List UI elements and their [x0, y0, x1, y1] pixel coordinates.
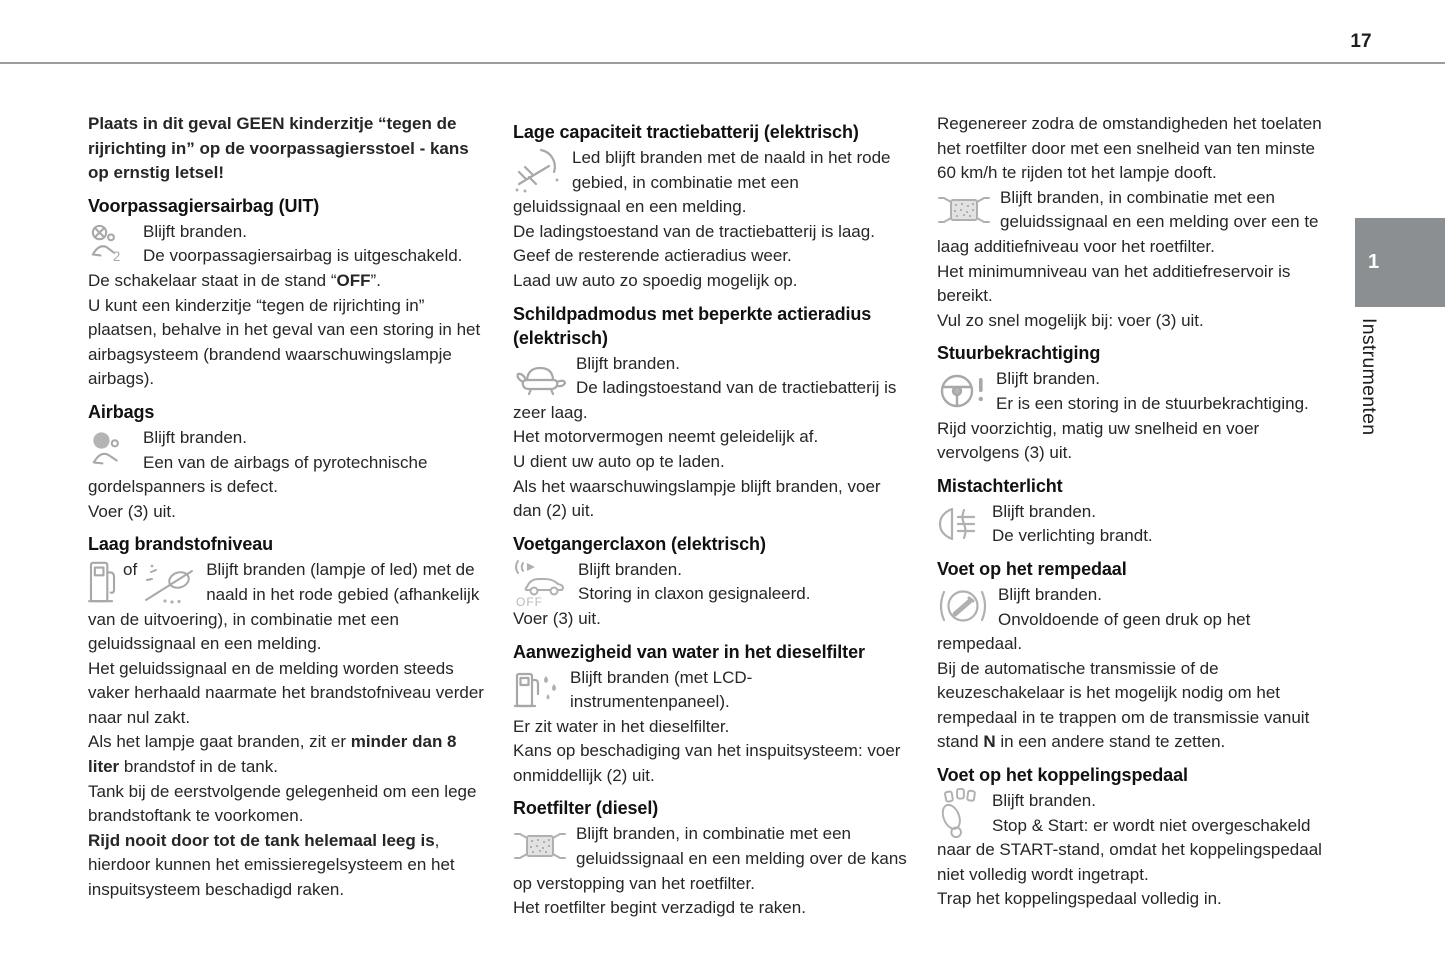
paragraph — [88, 829, 484, 903]
lamp-paragraph — [88, 558, 484, 656]
or-text: of — [123, 560, 138, 580]
svg-text:OFF: OFF — [516, 594, 543, 607]
fuel-pump-icon — [88, 558, 117, 606]
paragraph — [513, 244, 909, 269]
text-segment: Geef de resterende actieradius weer. — [513, 246, 792, 266]
section-heading: Voetgangerclaxon (elektrisch) — [513, 533, 766, 554]
text-segment: Kans op beschadiging van het inspuitsysteem: voer onmiddellijk (2) uit. — [513, 741, 901, 785]
text-segment: Led blijft branden met de naald in het rode gebied, in combinatie met een geluidssignaal en een melding. — [513, 148, 891, 217]
pedestrian-horn-icon — [513, 557, 569, 607]
text-segment: Het motorvermogen neemt geleidelijk af. — [513, 427, 819, 447]
paragraph — [513, 425, 909, 450]
lamp-icon-group — [937, 789, 983, 837]
text-segment: Blijft branden. — [143, 427, 247, 447]
section-heading: Lage capaciteit tractiebatterij (elektrisch) — [513, 122, 859, 142]
text-segment: Vul zo snel mogelijk bij: voer (3) uit. — [937, 310, 1204, 330]
column-middle — [513, 112, 909, 921]
paragraph — [513, 896, 909, 921]
text-segment: Regenereer zodra de omstandigheden het toelaten het roetfilter door met een snelheid van ten minste 60 km/h te rijden tot het lampje dooft. — [937, 114, 1322, 183]
text-segment: OFF — [336, 270, 371, 290]
paragraph — [88, 500, 484, 525]
text-segment: Voer (3) uit. — [88, 501, 176, 521]
text-segment: Blijft branden, in combinatie met een geluidssignaal en een melding over de kans op verstopping van het roetfilter. — [513, 824, 907, 893]
lamp-icon-group — [88, 220, 134, 268]
lamp-icon-group — [88, 426, 134, 474]
battery-gauge-icon — [513, 146, 563, 194]
paragraph — [513, 739, 909, 788]
section-heading: Airbags — [88, 401, 155, 422]
text-segment: De verlichting brandt. — [992, 526, 1153, 546]
lamp-icon-group — [513, 558, 569, 606]
paragraph — [513, 475, 909, 524]
paragraph — [937, 657, 1333, 755]
text-segment: Tank bij de eerstvolgende gelegenheid om een lege brandstoftank te voorkomen. — [88, 781, 477, 826]
text-segment: Er zit water in het dieselfilter. — [513, 716, 730, 736]
text-segment: Blijft branden. — [998, 584, 1102, 604]
paragraph — [88, 269, 484, 294]
lamp-icon-group — [513, 822, 567, 870]
text-segment: De ladingstoestand van de tractiebatterij is zeer laag. — [513, 378, 897, 422]
text-segment: in een andere stand te zetten. — [995, 732, 1226, 752]
section-heading: Roetfilter (diesel) — [513, 798, 659, 819]
lamp-paragraph — [513, 822, 909, 896]
header-rule — [0, 62, 1445, 64]
lamp-paragraph — [513, 666, 909, 715]
lamp-paragraph — [88, 426, 484, 500]
text-segment: Storing in claxon gesignaleerd. — [578, 584, 811, 604]
text-segment: Bij de automatische transmissie of de keuzeschakelaar is het mogelijk nodig om het rempedaal in te trappen om de transmissie vanuit stand — [937, 658, 1310, 752]
text-segment: De voorpassagiersairbag is uitgeschakeld. — [143, 246, 463, 266]
paragraph — [937, 887, 1333, 912]
paragraph — [88, 730, 484, 779]
lamp-paragraph — [937, 500, 1333, 549]
paragraph — [513, 607, 909, 632]
page-number: 17 — [1350, 31, 1372, 52]
text-segment: Plaats in dit geval GEEN kinderzitje “tegen de rijrichting in” op de voorpassagiersstoel - kans op ernstig letsel! — [88, 114, 469, 183]
text-segment: Er is een storing in de stuurbekrachtiging. — [996, 393, 1309, 413]
paragraph — [513, 220, 909, 245]
brake-pedal-icon — [937, 585, 989, 629]
paragraph — [513, 715, 909, 740]
column-right — [937, 112, 1333, 912]
text-segment: N — [983, 732, 996, 752]
lamp-paragraph — [937, 789, 1333, 887]
section-heading: Voet op het koppelingspedaal — [937, 765, 1188, 786]
text-segment: Blijft branden (met LCD-instrumentenpaneel). — [570, 667, 753, 712]
text-segment: Het geluidssignaal en de melding worden steeds vaker herhaald naarmate het brandstofniveau verder naar nul zakt. — [88, 658, 484, 727]
svg-text:2: 2 — [112, 248, 121, 264]
particulate-filter-icon — [513, 831, 567, 861]
lamp-paragraph — [937, 367, 1333, 416]
paragraph — [937, 417, 1333, 466]
text-segment: minder dan 8 liter — [88, 732, 457, 777]
text-segment: Blijft branden. — [143, 221, 247, 241]
text-segment: U dient uw auto op te laden. — [513, 451, 725, 471]
text-segment: Rijd nooit door tot de tank helemaal leeg is — [88, 830, 435, 850]
lamp-icon-group — [513, 666, 561, 714]
airbag-icon — [88, 429, 134, 471]
steering-wheel-icon — [937, 368, 987, 414]
text-segment: Een van de airbags of pyrotechnische gordelspanners is defect. — [88, 452, 428, 497]
fuel-gauge-icon — [143, 558, 197, 606]
chapter-side-label: Instrumenten — [1358, 318, 1380, 436]
paragraph — [513, 269, 909, 294]
text-segment: Onvoldoende of geen druk op het rempedaal. — [937, 609, 1251, 654]
lamp-icon-group — [937, 500, 983, 548]
turtle-icon — [513, 356, 567, 396]
text-segment: Trap het koppelingspedaal volledig in. — [937, 889, 1222, 909]
text-segment: Blijft branden. — [992, 791, 1096, 811]
section-heading: Voorpassagiersairbag (UIT) — [88, 195, 320, 216]
text-segment: U kunt een kinderzitje “tegen de rijrichting in” plaatsen, behalve in het geval van een storing in het airbagsysteem (brandend waarschuwingslampje airbags). — [88, 295, 481, 389]
text-segment: Laad uw auto zo spoedig mogelijk op. — [513, 270, 798, 290]
lamp-icon-group — [937, 583, 989, 631]
paragraph — [937, 309, 1333, 334]
paragraph — [937, 260, 1333, 309]
text-segment: ”. — [370, 270, 381, 290]
paragraph — [937, 112, 1333, 186]
lamp-paragraph — [937, 186, 1333, 260]
section-heading: Schildpadmodus met beperkte actieradius (elektrisch) — [513, 303, 872, 348]
lamp-paragraph — [937, 583, 1333, 657]
lamp-icon-group — [513, 352, 567, 400]
text-segment: Voer (3) uit. — [513, 608, 601, 628]
text-segment: Als het lampje gaat branden, zit er — [88, 732, 351, 752]
lamp-paragraph — [513, 146, 909, 220]
text-segment: Stop & Start: er wordt niet overgeschakeld naar de START-stand, omdat het koppelingspedaal niet volledig wordt ingetrapt. — [937, 815, 1322, 884]
text-segment: , hierdoor kunnen het emissieregelsysteem en het inspuitsysteem beschadigd raken. — [88, 830, 455, 900]
clutch-pedal-icon — [937, 787, 983, 839]
airbag-off-icon — [88, 223, 134, 265]
text-segment: De schakelaar staat in de stand “ — [88, 270, 337, 290]
lamp-icon-group — [513, 146, 563, 194]
rear-fog-icon — [937, 504, 983, 544]
water-diesel-icon — [513, 668, 561, 712]
column-left — [88, 112, 484, 903]
text-segment: Blijft branden. — [992, 501, 1096, 521]
paragraph — [88, 657, 484, 731]
lamp-paragraph — [88, 220, 484, 269]
text-segment: De ladingstoestand van de tractiebatterij is laag. — [513, 221, 875, 241]
text-segment: Het roetfilter begint verzadigd te raken. — [513, 898, 806, 918]
section-heading: Aanwezigheid van water in het dieselfilter — [513, 641, 865, 662]
lamp-icon-group — [937, 186, 991, 234]
text-segment: Blijft branden, in combinatie met een geluidssignaal en een melding over een te laag additiefniveau voor het roetfilter. — [937, 187, 1319, 256]
paragraph — [88, 294, 484, 392]
text-segment: Blijft branden (lampje of led) met de naald in het rode gebied (afhankelijk van de uitvoering), in combinatie met een geluidssignaal en een melding. — [88, 560, 480, 654]
text-segment: Het minimumniveau van het additiefreservoir is bereikt. — [937, 261, 1291, 306]
paragraph — [513, 450, 909, 475]
lamp-paragraph — [513, 558, 909, 607]
text-segment: Blijft branden. — [578, 559, 682, 579]
lamp-icon-group — [937, 367, 987, 415]
text-segment: Blijft branden. — [576, 353, 680, 373]
chapter-tab-label: 1 — [1368, 251, 1380, 273]
chapter-tab — [1355, 218, 1445, 307]
particulate-filter-icon — [937, 195, 991, 225]
lamp-icon-group — [88, 558, 197, 606]
section-heading: Voet op het rempedaal — [937, 558, 1127, 579]
text-segment: Blijft branden. — [996, 369, 1100, 389]
section-heading: Stuurbekrachtiging — [937, 343, 1101, 364]
paragraph — [88, 780, 484, 829]
lamp-paragraph — [513, 352, 909, 426]
text-segment: Als het waarschuwingslampje blijft branden, voer dan (2) uit. — [513, 476, 881, 521]
section-heading: Laag brandstofniveau — [88, 534, 274, 555]
section-heading: Mistachterlicht — [937, 475, 1063, 496]
paragraph — [88, 112, 484, 186]
text-segment: brandstof in de tank. — [119, 757, 278, 777]
text-segment: Rijd voorzichtig, matig uw snelheid en voer vervolgens (3) uit. — [937, 418, 1260, 463]
